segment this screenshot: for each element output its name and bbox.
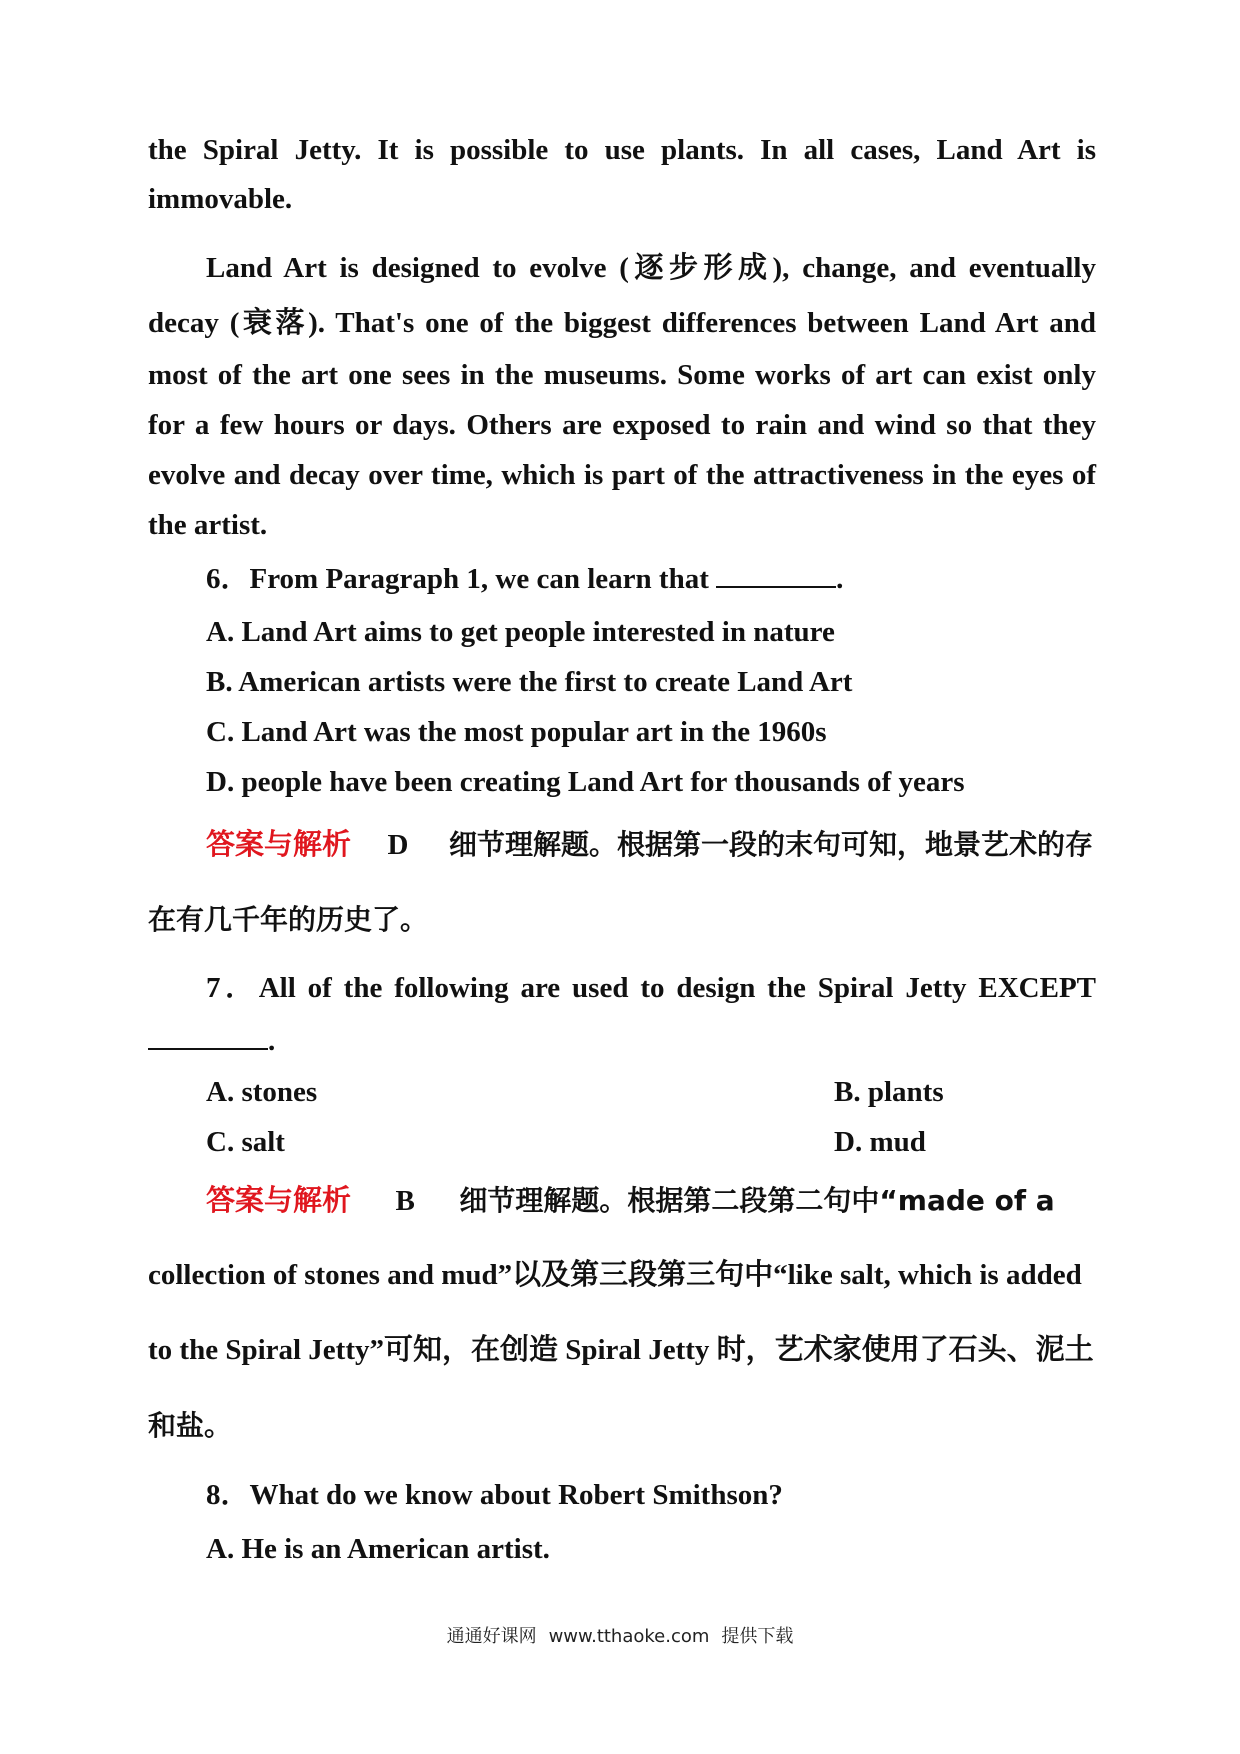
answer-label: 答案与解析 — [206, 827, 352, 861]
question-7-answer — [206, 1182, 1096, 1219]
answer-label: 答案与解析 — [206, 1183, 352, 1217]
question-6-option-b: B. American artists were the first to create Land Art — [206, 666, 853, 698]
page-footer — [0, 1622, 1240, 1648]
paragraph-line: the artist. — [148, 509, 268, 541]
answer-explanation-cont: 在有几千年的历史了。 — [148, 903, 429, 936]
question-7-stem-blank — [148, 1022, 1096, 1059]
answer-explanation-cont: 和盐。 — [148, 1409, 233, 1442]
question-6-option-c: C. Land Art was the most popular art in the 1960s — [206, 716, 827, 748]
question-7-options-row-2 — [206, 1124, 1096, 1160]
paragraph-line: for a few hours or days. Others are exposed to rain and wind so that they — [148, 409, 1096, 441]
question-stem-end: . — [836, 563, 844, 595]
question-6-option-d: D. people have been creating Land Art for thousands of years — [206, 766, 965, 798]
answer-explanation: 细节理解题。根据第二段第二句中“made of a — [459, 1184, 1055, 1217]
answer-letter: D — [387, 829, 409, 861]
question-7-options-row-1 — [206, 1074, 1096, 1110]
answer-explanation-cont: collection of stones and mud”以及第三段第三句中“like salt, which is added — [148, 1259, 1082, 1291]
question-8-stem: 8．What do we know about Robert Smithson? — [206, 1479, 783, 1511]
question-7-option-c: C. salt — [206, 1126, 285, 1158]
question-8-option-a: A. He is an American artist. — [206, 1533, 550, 1565]
paragraph-line: evolve and decay over time, which is part of the attractiveness in the eyes of — [148, 459, 1096, 491]
question-stem-text: 6．From Paragraph 1, we can learn that — [206, 563, 709, 595]
question-7-stem: 7．All of the following are used to design the Spiral Jetty EXCEPT — [206, 972, 1096, 1004]
paragraph-line: most of the art one sees in the museums. Some works of art can exist only — [148, 359, 1096, 391]
answer-blank — [148, 1022, 268, 1050]
answer-explanation-cont: to the Spiral Jetty”可知，在创造 Spiral Jetty 时，艺术家使用了石头、泥土 — [148, 1334, 1094, 1366]
footer-action: 提供下载 — [721, 1626, 794, 1647]
paragraph-line: decay (衰落). That's one of the biggest differences between Land Art and — [148, 307, 1096, 339]
question-7-option-d: D. mud — [834, 1126, 926, 1158]
question-7-option-a: A. stones — [206, 1076, 318, 1108]
paragraph-line: the Spiral Jetty. It is possible to use plants. In all cases, Land Art is — [148, 134, 1096, 166]
paragraph-line: Land Art is designed to evolve (逐步形成), change, and eventually — [206, 252, 1096, 284]
paragraph-line: immovable. — [148, 183, 293, 215]
answer-letter: B — [395, 1185, 415, 1217]
answer-explanation: 细节理解题。根据第一段的末句可知，地景艺术的存 — [448, 828, 1093, 861]
footer-url[interactable]: www.tthaoke.com — [548, 1626, 710, 1647]
question-6-stem — [206, 560, 1096, 597]
question-6-option-a: A. Land Art aims to get people interested in nature — [206, 616, 835, 648]
question-6-answer — [206, 826, 1096, 863]
question-7-option-b: B. plants — [834, 1076, 944, 1108]
question-stem-end: . — [268, 1025, 276, 1057]
footer-site-name: 通通好课网 — [446, 1626, 537, 1647]
answer-blank — [716, 560, 836, 588]
